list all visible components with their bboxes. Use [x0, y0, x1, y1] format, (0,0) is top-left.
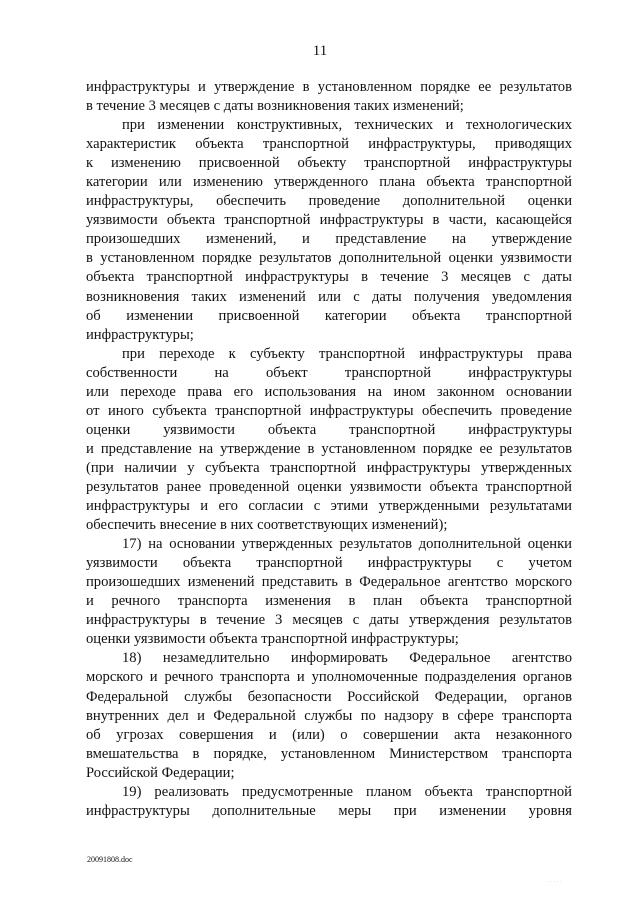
paragraph	[86, 116, 572, 345]
text-line: обеспечить внесение в них соответствующих изменений);	[86, 517, 448, 534]
text-line: или переходе права его использования на ином законном основании	[86, 383, 572, 400]
paragraph	[86, 535, 572, 649]
text-line: морского и речного транспорта и уполномоченные подразделения органов	[86, 669, 572, 686]
paragraph	[86, 78, 572, 116]
text-line: результатов ранее проведенной оценки уязвимости объекта транспортной	[86, 478, 572, 495]
text-line: и речного транспорта изменения в план объекта транспортной	[86, 593, 572, 610]
text-line: произошедших изменений представить в Федеральное агентство морского	[86, 574, 572, 591]
text-line: в установленном порядке результатов дополнительной оценки уязвимости	[86, 250, 572, 267]
text-line: категории или изменению утвержденного плана объекта транспортной	[86, 174, 572, 191]
paragraph	[86, 783, 572, 821]
text-line: при изменении конструктивных, технических и технологических	[122, 117, 572, 134]
text-line: уязвимости объекта транспортной инфраструктуры с учетом	[86, 555, 572, 572]
text-line: и представление на утверждение в установленном порядке ее результатов	[86, 440, 572, 457]
text-line: при переходе к субъекту транспортной инфраструктуры права	[122, 345, 572, 362]
text-line: произошедших изменений, и представление на утверждение	[86, 231, 572, 248]
text-line: инфраструктуры и его согласии с этими утвержденными результатами	[86, 498, 572, 515]
text-line: инфраструктуры;	[86, 326, 194, 343]
text-line: 17) на основании утвержденных результатов дополнительной оценки	[122, 536, 572, 553]
paragraph	[86, 649, 572, 782]
text-line: об изменении присвоенной категории объекта транспортной	[86, 307, 572, 324]
text-line: инфраструктуры, обеспечить проведение дополнительной оценки	[86, 193, 572, 210]
paragraph	[86, 345, 572, 535]
text-line: об угрозах совершения и (или) о совершении акта незаконного	[86, 726, 572, 743]
text-line: оценки уязвимости объекта транспортной инфраструктуры;	[86, 631, 459, 648]
text-line: возникновения таких изменений или с даты получения уведомления	[86, 288, 572, 305]
footer-filename: 20091808.doc	[87, 855, 133, 864]
page-number: 11	[312, 43, 328, 59]
text-line: инфраструктуры дополнительные меры при изменении уровня	[86, 802, 572, 819]
text-line: объекта транспортной инфраструктуры в течение 3 месяцев с даты	[86, 269, 572, 286]
text-line: к изменению присвоенной объекту транспортной инфраструктуры	[86, 155, 572, 172]
text-line: (при наличии у субъекта транспортной инфраструктуры утвержденных	[86, 459, 572, 476]
text-line: уязвимости объекта транспортной инфраструктуры в части, касающейся	[86, 212, 572, 229]
text-line: характеристик объекта транспортной инфраструктуры, приводящих	[86, 136, 572, 153]
text-line: Российской Федерации;	[86, 764, 235, 781]
document-body	[86, 78, 572, 821]
text-line: собственности на объект транспортной инфраструктуры	[86, 364, 572, 381]
text-line: оценки уязвимости объекта транспортной инфраструктуры	[86, 421, 572, 438]
text-line: 19) реализовать предусмотренные планом объекта транспортной	[122, 783, 572, 800]
text-line: от иного субъекта транспортной инфраструктуры обеспечить проведение	[86, 402, 572, 419]
text-line: инфраструктуры и утверждение в установленном порядке ее результатов	[86, 79, 572, 95]
text-line: Федеральной службы безопасности Российской Федерации, органов	[86, 688, 572, 705]
text-line: в течение 3 месяцев с даты возникновения таких изменений;	[86, 98, 464, 115]
text-line: инфраструктуры в течение 3 месяцев с даты утверждения результатов	[86, 612, 572, 629]
text-line: вмешательства в порядке, установленном Министерством транспорта	[86, 745, 572, 762]
corner-mark: · · · · ·	[548, 880, 562, 885]
text-line: 18) незамедлительно информировать Федеральное агентство	[122, 650, 572, 667]
text-line: внутренних дел и Федеральной службы по надзору в сфере транспорта	[86, 707, 572, 724]
